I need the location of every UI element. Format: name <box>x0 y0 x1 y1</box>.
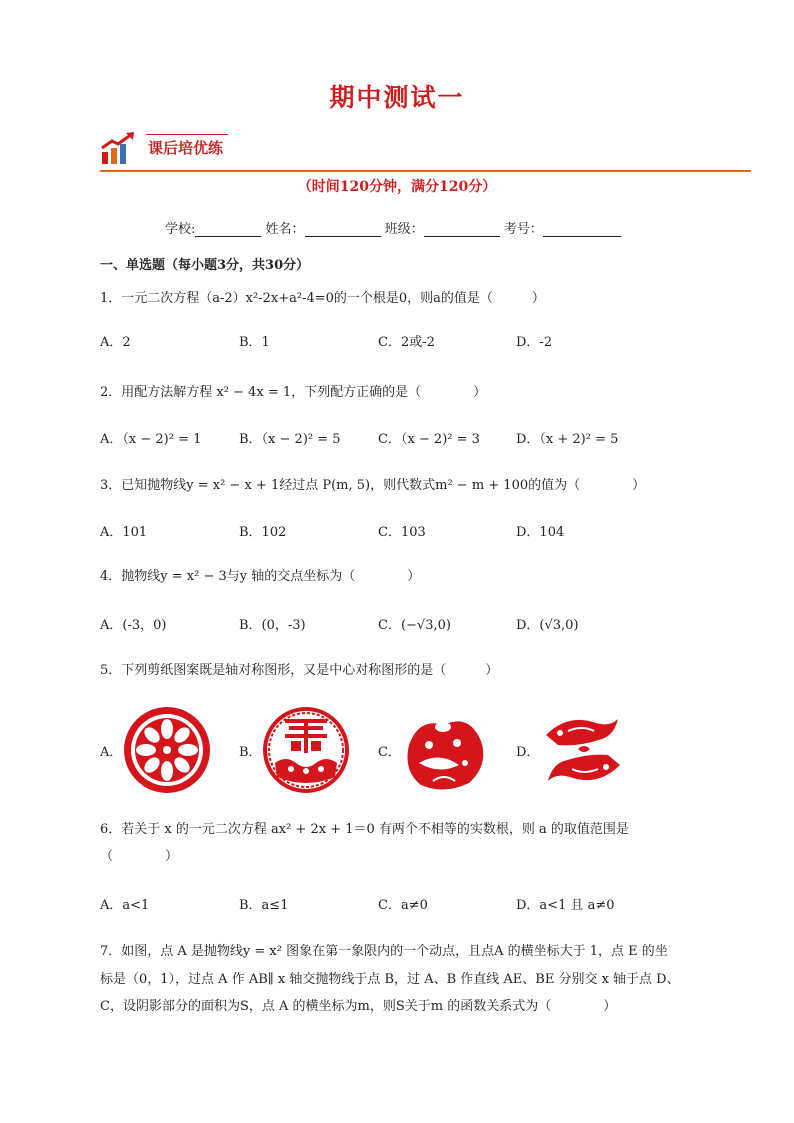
q3-option-d[interactable]: D．104 <box>516 525 565 540</box>
q4-option-c[interactable]: C．(−√3,0) <box>378 618 451 633</box>
papercut-two-fish-icon <box>538 705 628 795</box>
page-title: 期中测试一 <box>329 83 465 112</box>
section-heading: 一、单选题（每小题3分，共30分） <box>100 258 310 273</box>
name-label: 姓名： <box>265 222 305 237</box>
name-blank[interactable] <box>305 222 381 237</box>
q4-option-a[interactable]: A．(-3，0) <box>100 618 167 633</box>
question-7-line-3: C，设阴影部分的面积为S，点 A 的横坐标为m，则S关于m 的函数关系式为（ ） <box>100 999 617 1014</box>
exam-number-blank[interactable] <box>543 222 621 237</box>
q3-option-c[interactable]: C．103 <box>378 525 426 540</box>
banner-topline <box>146 134 228 135</box>
question-6: 6．若关于 x 的一元二次方程 ax² + 2x + 1＝0 有两个不相等的实数根，则 a 的取值范围是 <box>100 822 629 837</box>
q6-option-d[interactable]: D．a<1 且 a≠0 <box>516 898 615 913</box>
q3-option-a[interactable]: A．101 <box>100 525 148 540</box>
class-blank[interactable] <box>424 222 500 237</box>
question-5: 5．下列剪纸图案既是轴对称图形，又是中心对称图形的是（ ） <box>100 663 499 678</box>
q6-option-b[interactable]: B．a≤1 <box>239 898 289 913</box>
question-4: 4．抛物线y = x² − 3与y 轴的交点坐标为（ ） <box>100 569 421 584</box>
q4-option-b[interactable]: B．(0，-3) <box>239 618 306 633</box>
question-3: 3．已知抛物线y = x² − x + 1经过点 P(m, 5)，则代数式m² − m + 100的值为（ ） <box>100 478 646 493</box>
q2-option-d[interactable]: D．（x + 2)² = 5 <box>516 432 619 447</box>
exam-subtitle: （时间120分钟，满分120分） <box>297 179 497 195</box>
question-1: 1．一元二次方程（a-2）x²-2x+a²-4=0的一个根是0，则a的值是（ ） <box>100 291 545 306</box>
exam-number-label: 考号： <box>503 222 543 237</box>
q1-option-d[interactable]: D．-2 <box>516 335 553 350</box>
header-divider <box>100 170 751 172</box>
q5-option-a[interactable]: A． <box>100 745 123 760</box>
class-label: 班级： <box>384 222 424 237</box>
q6-option-a[interactable]: A．a<1 <box>100 898 150 913</box>
q1-option-b[interactable]: B．1 <box>239 335 270 350</box>
q2-option-a[interactable]: A．（x − 2)² = 1 <box>100 432 202 447</box>
q1-option-c[interactable]: C．2或-2 <box>378 335 435 350</box>
school-label: 学校: <box>165 222 196 237</box>
q5-option-c[interactable]: C． <box>378 745 401 760</box>
school-blank[interactable] <box>195 222 261 237</box>
q6-option-c[interactable]: C．a≠0 <box>378 898 428 913</box>
q3-option-b[interactable]: B．102 <box>239 525 287 540</box>
question-6-paren: （ ） <box>100 849 179 864</box>
papercut-fish-lotus-icon <box>399 705 489 795</box>
question-7-line-1: 7．如图，点 A 是抛物线y = x² 图象在第一象限内的一个动点，且点A 的横坐标大于 1，点 E 的坐 <box>100 944 668 959</box>
q5-option-d[interactable]: D． <box>516 745 540 760</box>
papercut-double-happiness-icon <box>261 705 351 795</box>
q2-option-c[interactable]: C．（x − 2)² = 3 <box>378 432 480 447</box>
question-2: 2．用配方法解方程 x² − 4x = 1，下列配方正确的是（ ） <box>100 385 487 400</box>
student-info-line <box>165 218 621 237</box>
q4-option-d[interactable]: D．(√3,0) <box>516 618 579 633</box>
q5-option-b[interactable]: B． <box>239 745 262 760</box>
question-7-line-2: 标是（0，1），过点 A 作 AB∥ x 轴交抛物线于点 B，过 A、B 作直线 AE、BE 分别交 x 轴于点 D、 <box>100 972 680 987</box>
banner-label: 课后培优练 <box>148 139 224 157</box>
q2-option-b[interactable]: B．（x − 2)² = 5 <box>239 432 341 447</box>
q1-option-a[interactable]: A．2 <box>100 335 131 350</box>
papercut-flower-circle-icon <box>122 705 212 795</box>
chart-growth-logo-icon <box>100 132 136 166</box>
